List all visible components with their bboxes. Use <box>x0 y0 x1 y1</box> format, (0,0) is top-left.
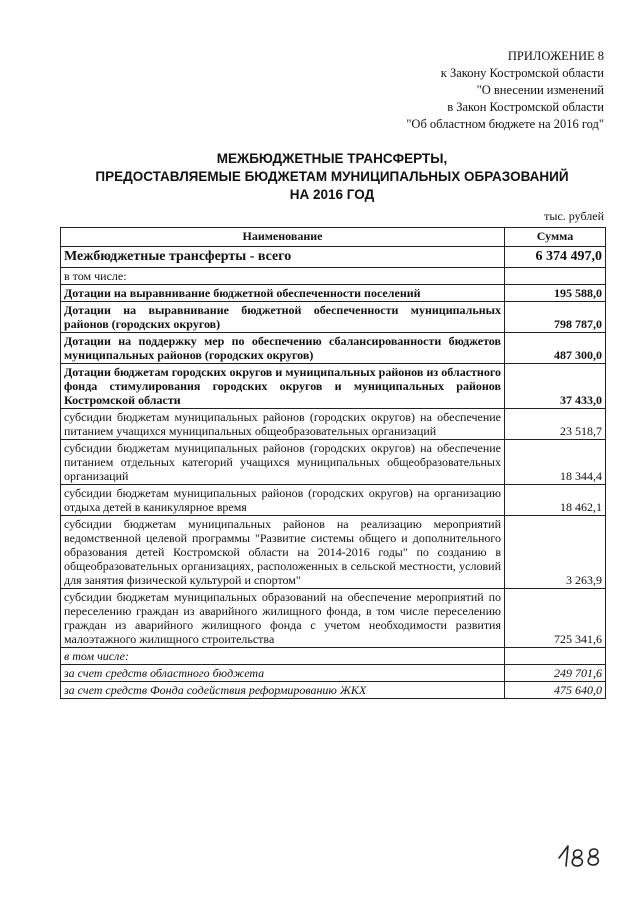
row-sum-cell: 487 300,0 <box>505 333 606 364</box>
row-name-cell: в том числе: <box>61 648 505 665</box>
column-header-sum: Сумма <box>505 228 606 247</box>
table-header-row <box>61 228 606 247</box>
row-sum-cell: 37 433,0 <box>505 364 606 409</box>
table-row <box>61 682 606 699</box>
row-name-cell: в том числе: <box>61 268 505 285</box>
row-name-cell: Дотации на выравнивание бюджетной обеспеченности муниципальных районов (городских округов) <box>61 302 505 333</box>
table-row <box>61 302 606 333</box>
row-sum-cell <box>505 268 606 285</box>
row-name-cell: субсидии бюджетам муниципальных районов (городских округов) на обеспечение питанием учащихся муниципальных общеобразовательных организаций <box>61 409 505 440</box>
column-header-name: Наименование <box>61 228 505 247</box>
table-row <box>61 268 606 285</box>
handwritten-page-number <box>556 840 606 875</box>
title-line: МЕЖБЮДЖЕТНЫЕ ТРАНСФЕРТЫ, <box>216 151 448 166</box>
signature-mark-icon <box>556 840 606 870</box>
appendix-law-line: "О внесении изменений <box>476 83 604 97</box>
row-name-cell: Дотации на поддержку мер по обеспечению сбалансированности бюджетов муниципальных районов (городских округов) <box>61 333 505 364</box>
row-sum-cell: 475 640,0 <box>505 682 606 699</box>
row-sum-cell: 23 518,7 <box>505 409 606 440</box>
table-row <box>61 247 606 268</box>
table-row <box>61 516 606 589</box>
table-row <box>61 665 606 682</box>
appendix-law-line: "Об областном бюджете на 2016 год" <box>406 117 604 131</box>
table-body <box>61 247 606 699</box>
row-name-cell: субсидии бюджетам муниципальных районов (городских округов) на обеспечение питанием отдельных категорий учащихся муниципальных общеобразовательных организаций <box>61 440 505 485</box>
title-line: НА 2016 ГОД <box>289 187 375 202</box>
row-name-cell: субсидии бюджетам муниципальных районов на реализацию мероприятий ведомственной целевой программы "Развитие системы общего и дополнительного образования детей Костромской области на 2014-2016 годы" по созданию в общеобразовательных организациях, расположенных в сельской местности, условий для занятия физической культурой и спортом" <box>61 516 505 589</box>
table-row <box>61 285 606 302</box>
row-sum-cell: 195 588,0 <box>505 285 606 302</box>
table-row <box>61 648 606 665</box>
row-name-cell: за счет средств Фонда содействия реформированию ЖКХ <box>61 682 505 699</box>
row-sum-cell: 18 344,4 <box>505 440 606 485</box>
table-row <box>61 409 606 440</box>
row-sum-cell: 725 341,6 <box>505 589 606 648</box>
row-sum-cell: 249 701,6 <box>505 665 606 682</box>
row-name-cell: Дотации на выравнивание бюджетной обеспеченности поселений <box>61 285 505 302</box>
table-row <box>61 485 606 516</box>
title-line: ПРЕДОСТАВЛЯЕМЫЕ БЮДЖЕТАМ МУНИЦИПАЛЬНЫХ ОБРАЗОВАНИЙ <box>95 169 569 184</box>
row-name-cell: субсидии бюджетам муниципальных образований на обеспечение мероприятий по переселению граждан из аварийного жилищного фонда, в том числе переселению граждан из аварийного жилищного фонда с учетом необходимости развития малоэтажного жилищного строительства <box>61 589 505 648</box>
transfers-table <box>60 227 606 699</box>
table-row <box>61 440 606 485</box>
row-name-cell: Дотации бюджетам городских округов и муниципальных районов из областного фонда стимулирования городских округов и муниципальных районов Костромской области <box>61 364 505 409</box>
row-sum-cell: 18 462,1 <box>505 485 606 516</box>
appendix-law-line: в Закон Костромской области <box>447 100 604 114</box>
row-sum-cell <box>505 648 606 665</box>
row-sum-cell: 798 787,0 <box>505 302 606 333</box>
row-name-cell: за счет средств областного бюджета <box>61 665 505 682</box>
appendix-law-line: к Закону Костромской области <box>440 66 604 80</box>
appendix-header <box>406 48 604 133</box>
document-title <box>60 150 604 204</box>
row-sum-cell: 6 374 497,0 <box>505 247 606 268</box>
table-row <box>61 364 606 409</box>
row-name-cell: Межбюджетные трансферты - всего <box>61 247 505 268</box>
row-name-cell: субсидии бюджетам муниципальных районов (городских округов) на организацию отдыха детей в каникулярное время <box>61 485 505 516</box>
appendix-number: ПРИЛОЖЕНИЕ 8 <box>507 49 604 63</box>
table-row <box>61 589 606 648</box>
table-row <box>61 333 606 364</box>
unit-label: тыс. рублей <box>544 209 604 223</box>
row-sum-cell: 3 263,9 <box>505 516 606 589</box>
